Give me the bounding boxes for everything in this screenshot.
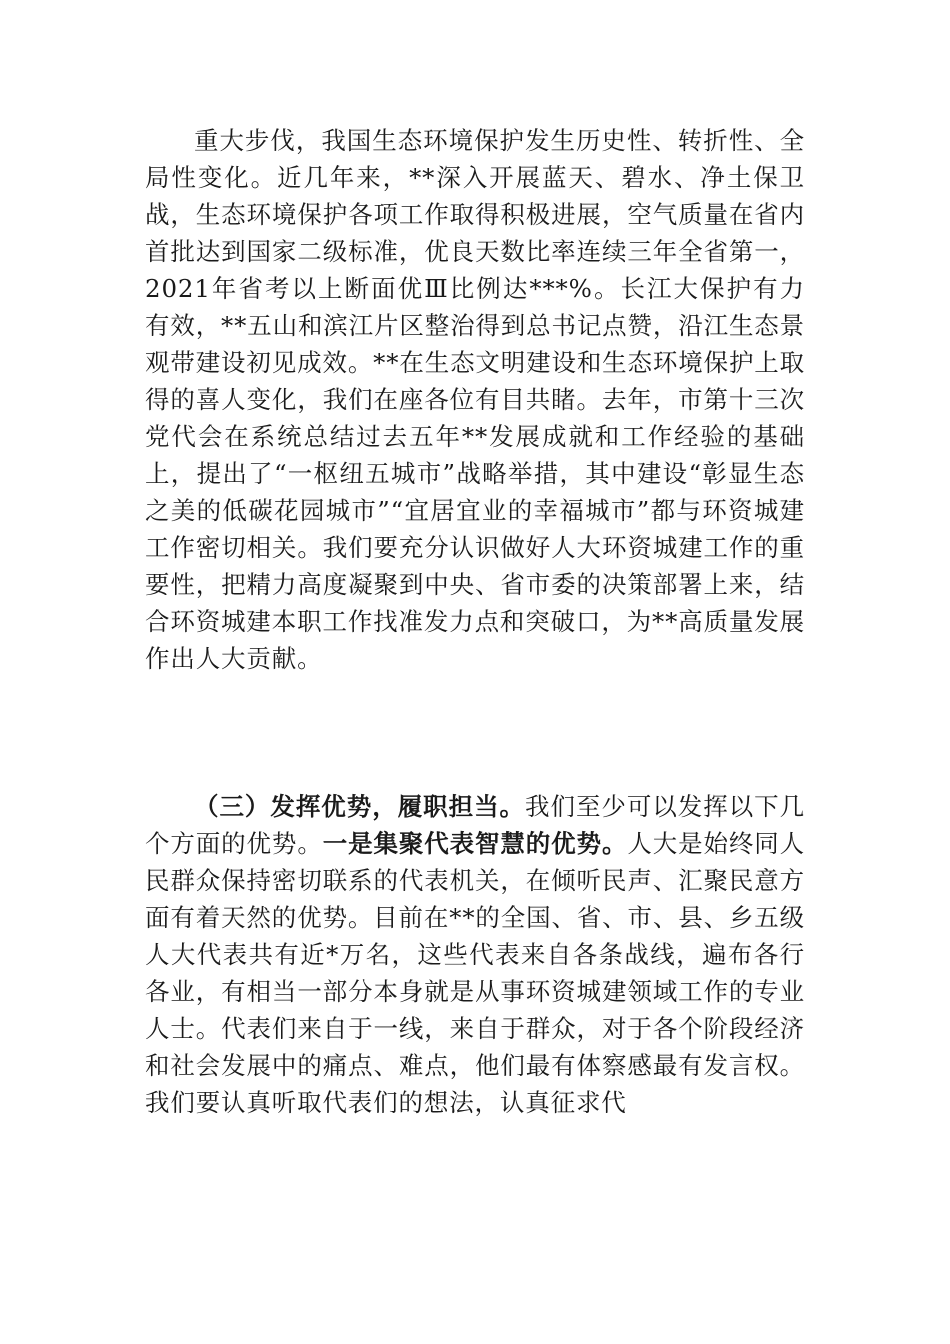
paragraph-2 [145,788,805,1121]
paragraph-1 [145,122,805,677]
paragraph-2-text [145,788,805,1121]
section-intro-text: 我们至少可以发挥以下几个方面的优势。 [145,792,805,858]
section-heading: （三）发挥优势，履职担当。 [194,792,526,821]
section-body-text: 人大是始终同人民群众保持密切联系的代表机关，在倾听民声、汇聚民意方面有着天然的优势。目前在**的全国、省、市、县、乡五级人大代表共有近*万名，这些代表来自各条战线，遍布各行各业，有相当一部分本身就是从事环资城建领域工作的专业人士。代表们来自于一线，来自于群众，对于各个阶段经济和社会发展中的痛点、难点，他们最有体察感最有发言权。我们要认真听取代表们的想法，认真征求代 [145,829,806,1117]
paragraph-1-text: 重大步伐，我国生态环境保护发生历史性、转折性、全局性变化。近几年来，**深入开展蓝天、碧水、净土保卫战，生态环境保护各项工作取得积极进展，空气质量在省内首批达到国家二级标准，优良天数比率连续三年全省第一，2021年省考以上断面优Ⅲ比例达***%。长江大保护有力有效，**五山和滨江片区整治得到总书记点赞，沿江生态景观带建设初见成效。**在生态文明建设和生态环境保护上取得的喜人变化，我们在座各位有目共睹。去年，市第十三次党代会在系统总结过去五年**发展成就和工作经验的基础上，提出了“一枢纽五城市”战略举措，其中建设“彰显生态之美的低碳花园城市”“宜居宜业的幸福城市”都与环资城建工作密切相关。我们要充分认识做好人大环资城建工作的重要性，把精力高度凝聚到中央、省市委的决策部署上来，结合环资城建本职工作找准发力点和突破口，为**高质量发展作出人大贡献。 [145,126,805,673]
section-subheading: 一是集聚代表智慧的优势。 [322,829,628,858]
